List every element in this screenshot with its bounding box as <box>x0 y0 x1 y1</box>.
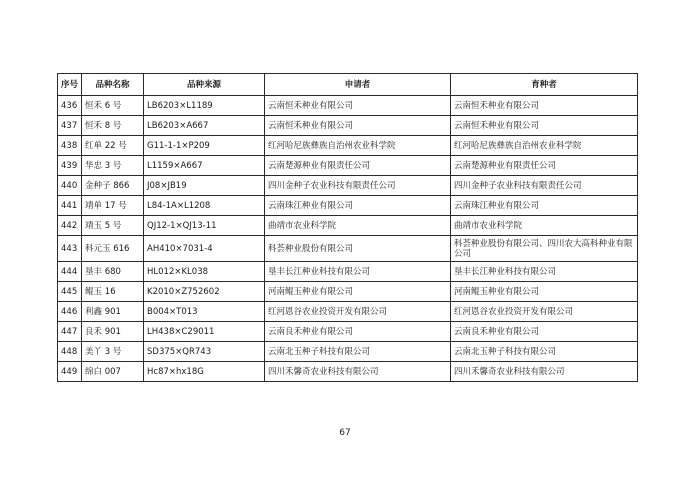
header-variety-name: 品种名称 <box>82 74 144 96</box>
cell-breeder: 垦丰长江种业科技有限公司 <box>451 262 638 282</box>
cell-variety-name: 鲲玉 16 <box>82 282 144 302</box>
cell-breeder: 云南恒禾种业有限公司 <box>451 96 638 116</box>
cell-serial-number: 445 <box>58 282 82 302</box>
cell-breeder: 云南北玉种子科技有限公司 <box>451 342 638 362</box>
table-row <box>58 136 638 156</box>
table-row <box>58 196 638 216</box>
cell-breeder: 曲靖市农业科学院 <box>451 216 638 236</box>
cell-breeder: 四川禾馨奇农业科技有限公司 <box>451 362 638 382</box>
table-row <box>58 342 638 362</box>
table-row <box>58 302 638 322</box>
cell-variety-name: 恒禾 6 号 <box>82 96 144 116</box>
cell-serial-number: 439 <box>58 156 82 176</box>
cell-breeder: 云南良禾种业有限公司 <box>451 322 638 342</box>
cell-serial-number: 447 <box>58 322 82 342</box>
cell-variety-source: LH438×C29011 <box>144 322 265 342</box>
table-row <box>58 322 638 342</box>
cell-variety-name: 垦丰 680 <box>82 262 144 282</box>
cell-serial-number: 444 <box>58 262 82 282</box>
cell-breeder: 河南鲲玉种业有限公司 <box>451 282 638 302</box>
cell-applicant: 云南恒禾种业有限公司 <box>265 116 451 136</box>
page-number: 67 <box>339 428 351 438</box>
cell-variety-name: 恒禾 8 号 <box>82 116 144 136</box>
header-variety-source: 品种来源 <box>144 74 265 96</box>
cell-applicant: 云南珠江种业有限公司 <box>265 196 451 216</box>
cell-breeder: 四川金种子农业科技有限责任公司 <box>451 176 638 196</box>
table-row <box>58 156 638 176</box>
cell-serial-number: 442 <box>58 216 82 236</box>
cell-variety-name: 靖单 17 号 <box>82 196 144 216</box>
cell-variety-source: B004×T013 <box>144 302 265 322</box>
cell-applicant: 四川禾馨奇农业科技有限公司 <box>265 362 451 382</box>
cell-serial-number: 438 <box>58 136 82 156</box>
cell-applicant: 四川金种子农业科技有限责任公司 <box>265 176 451 196</box>
cell-variety-source: Hc87×hx18G <box>144 362 265 382</box>
cell-variety-name: 科元玉 616 <box>82 236 144 262</box>
table-row <box>58 216 638 236</box>
cell-variety-name: 利鑫 901 <box>82 302 144 322</box>
table-header-row <box>58 74 638 96</box>
cell-applicant: 云南楚源种业有限责任公司 <box>265 156 451 176</box>
cell-variety-source: LB6203×L1189 <box>144 96 265 116</box>
cell-serial-number: 448 <box>58 342 82 362</box>
cell-variety-name: 美丫 3 号 <box>82 342 144 362</box>
cell-variety-source: SD375×QR743 <box>144 342 265 362</box>
table-row <box>58 116 638 136</box>
header-serial-number: 序号 <box>58 74 82 96</box>
cell-applicant: 红河恩谷农业投资开发有限公司 <box>265 302 451 322</box>
header-applicant: 申请者 <box>265 74 451 96</box>
cell-breeder: 红河哈尼族彝族自治州农业科学院 <box>451 136 638 156</box>
cell-breeder: 云南楚源种业有限责任公司 <box>451 156 638 176</box>
cell-applicant: 科荟种业股份有限公司 <box>265 236 451 262</box>
cell-breeder: 云南恒禾种业有限公司 <box>451 116 638 136</box>
table-row <box>58 236 638 262</box>
cell-variety-name: 金种子 866 <box>82 176 144 196</box>
cell-serial-number: 440 <box>58 176 82 196</box>
cell-applicant: 曲靖市农业科学院 <box>265 216 451 236</box>
cell-variety-source: L1159×A667 <box>144 156 265 176</box>
cell-serial-number: 443 <box>58 236 82 262</box>
cell-variety-source: AH410×7031-4 <box>144 236 265 262</box>
cell-variety-name: 华忠 3 号 <box>82 156 144 176</box>
cell-variety-source: QJ12-1×QJ13-11 <box>144 216 265 236</box>
cell-applicant: 红河哈尼族彝族自治州农业科学院 <box>265 136 451 156</box>
cell-variety-source: HL012×KL038 <box>144 262 265 282</box>
cell-variety-source: G11-1-1×P209 <box>144 136 265 156</box>
table-row <box>58 262 638 282</box>
cell-breeder: 科荟种业股份有限公司、四川农大高科种业有限公司 <box>451 236 638 262</box>
cell-variety-source: LB6203×A667 <box>144 116 265 136</box>
cell-applicant: 云南良禾种业有限公司 <box>265 322 451 342</box>
cell-variety-name: 红单 22 号 <box>82 136 144 156</box>
cell-applicant: 河南鲲玉种业有限公司 <box>265 282 451 302</box>
cell-applicant: 垦丰长江种业科技有限公司 <box>265 262 451 282</box>
cell-variety-source: L84-1A×L1208 <box>144 196 265 216</box>
cell-breeder: 云南珠江种业有限公司 <box>451 196 638 216</box>
cell-variety-source: K2010×Z752602 <box>144 282 265 302</box>
cell-serial-number: 436 <box>58 96 82 116</box>
table-row <box>58 362 638 382</box>
cell-variety-name: 绵白 007 <box>82 362 144 382</box>
cell-serial-number: 446 <box>58 302 82 322</box>
table-row <box>58 282 638 302</box>
table-row <box>58 176 638 196</box>
table-row <box>58 96 638 116</box>
cell-serial-number: 449 <box>58 362 82 382</box>
header-breeder: 育种者 <box>451 74 638 96</box>
cell-variety-name: 良禾 901 <box>82 322 144 342</box>
cell-variety-source: J08×JB19 <box>144 176 265 196</box>
cell-applicant: 云南北玉种子科技有限公司 <box>265 342 451 362</box>
cell-serial-number: 441 <box>58 196 82 216</box>
cell-breeder: 红河恩谷农业投资开发有限公司 <box>451 302 638 322</box>
cell-applicant: 云南恒禾种业有限公司 <box>265 96 451 116</box>
cell-serial-number: 437 <box>58 116 82 136</box>
cell-variety-name: 靖玉 5 号 <box>82 216 144 236</box>
variety-table <box>57 73 638 382</box>
